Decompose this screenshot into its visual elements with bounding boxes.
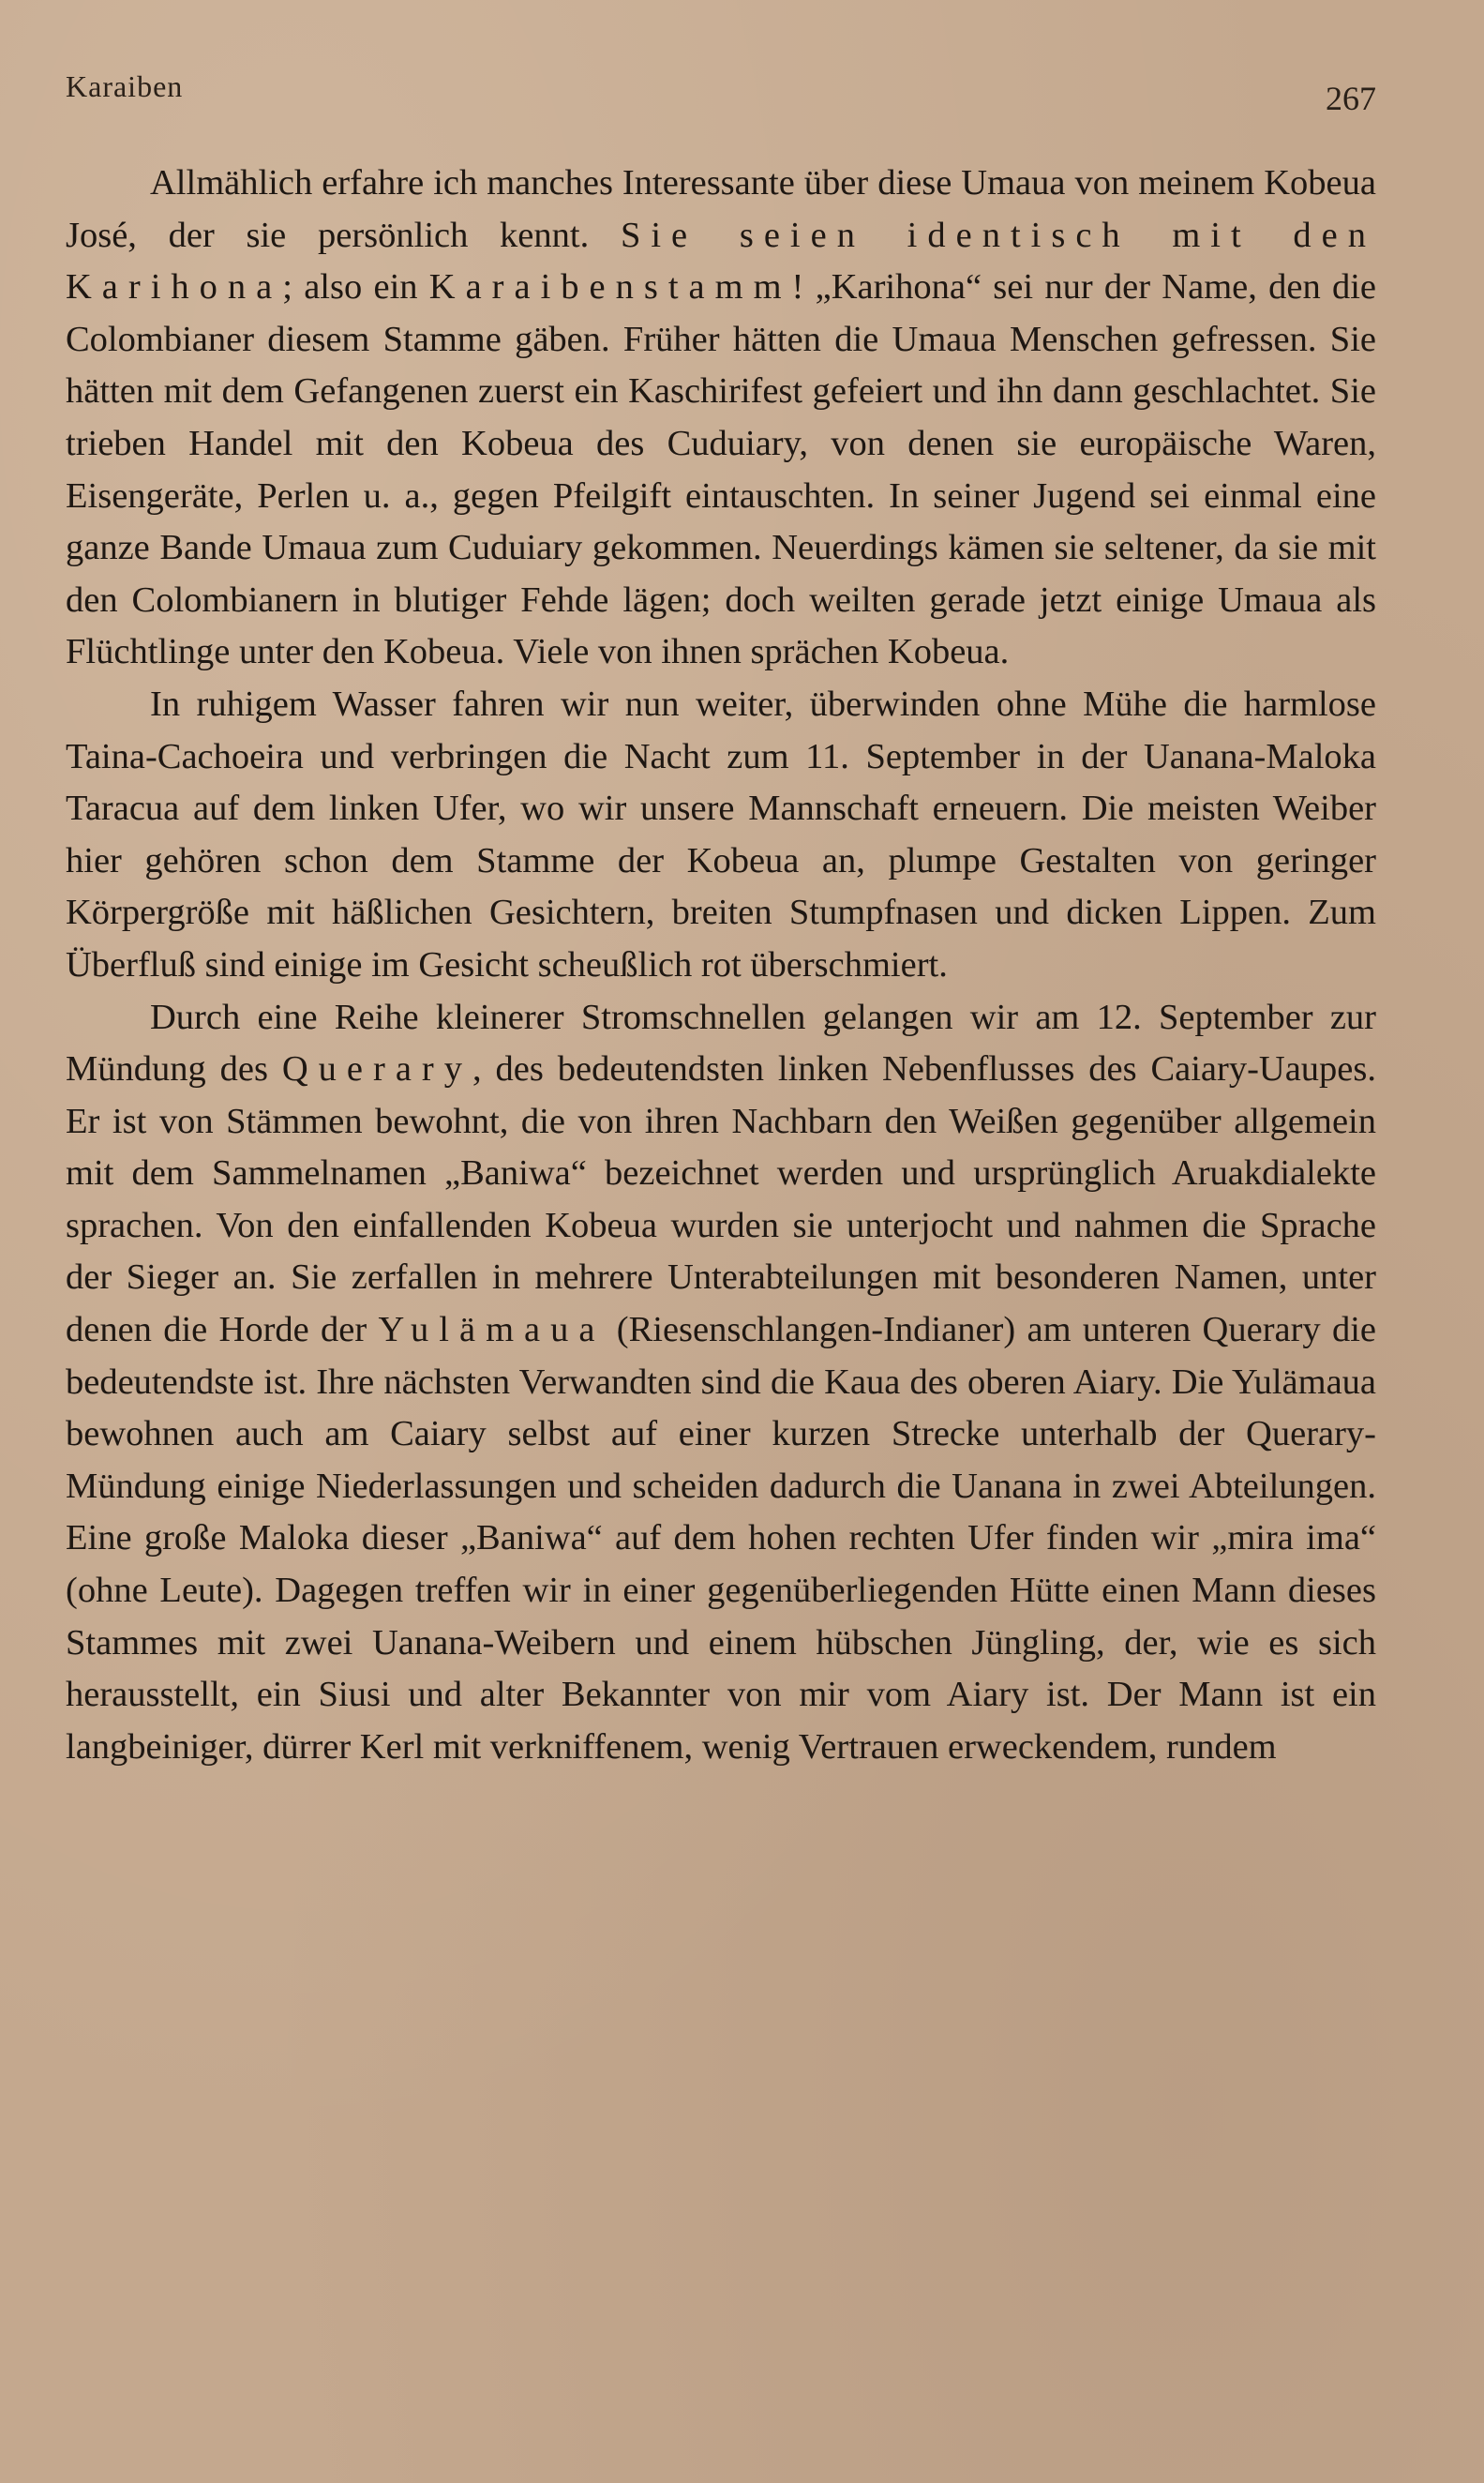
text-segment: , des bedeutendsten linken Nebenflusses des Caiary-Uaupes. Er ist von Stämmen bewohnt, die von ihren Nachbarn den Weißen gegenüber allgemein mit dem Sammelnamen „Baniwa“ bezeichnet werden und ursprünglich Aruakdialekte sprachen. Von den einfallenden Kobeua wurden sie unterjocht und nahmen die Sprache der Sieger an. Sie zerfallen in mehrere Unterabteilungen mit besonderen Namen, unter denen die Horde der [66,1049,1376,1350]
text-segment: ! „Karihona“ sei nur der Name, den die Colombianer diesem Stamme gäben. Früher hätten die Umaua Menschen gefressen. Sie hätten mit dem Gefangenen zuerst ein Kaschirifest gefeiert und ihn dann geschlachtet. Sie trieben Handel mit den Kobeua des Cuduiary, von denen sie europäische Waren, Eisengeräte, Perlen u. a., gegen Pfeilgift eintauschten. In seiner Jugend sei einmal eine ganze Bande Umaua zum Cuduiary gekommen. Neuerdings kämen sie seltener, da sie mit den Colombianern in blutiger Fehde lägen; doch weilten gerade jetzt einige Umaua als Flüchtlinge unter den Kobeua. Viele von ihnen sprächen Kobeua. [66,267,1377,672]
paragraph-3 [66,992,1376,1774]
paragraph-2 [66,679,1376,992]
spaced-emphasis: Sie seien identisch mit den Karihona [66,215,1376,308]
spaced-emphasis: Querary [281,1049,472,1090]
text-segment: Durch eine Reihe kleinerer Stromschnellen gelangen wir am 12. September zur Mündung des [66,997,1376,1090]
running-head [66,69,1376,116]
running-title: Karaiben [66,69,184,103]
spaced-emphasis: Yulämaua [378,1310,606,1350]
text-segment: ; also ein [282,267,429,308]
paragraph-1 [66,158,1376,679]
spaced-emphasis: Karaibenstamm [428,267,792,308]
text-segment: Allmählich erfahre ich manches Interessante über diese Umaua von meinem Kobeua José, der sie persönlich kennt. [66,163,1376,255]
body-text [66,158,1376,1773]
text-segment: In ruhigem Wasser fahren wir nun weiter, überwinden ohne Mühe die harmlose Taina-Cachoeira und verbringen die Nacht zum 11. September in der Uanana-Maloka Taracua auf dem linken Ufer, wo wir unsere Mannschaft erneuern. Die meisten Weiber hier gehören schon dem Stamme der Kobeua an, plumpe Gestalten von geringer Körpergröße mit häßlichen Gesichtern, breiten Stumpfnasen und dicken Lippen. Zum Überfluß sind einige im Gesicht scheußlich rot überschmiert. [66,684,1376,985]
page-number: 267 [1326,80,1376,117]
text-segment: (Riesenschlangen-Indianer) am unteren Querary die bedeutendste ist. Ihre nächsten Verwandten sind die Kaua des oberen Aiary. Die Yulämaua bewohnen auch am Caiary selbst auf einer kurzen Strecke unterhalb der Querary-Mündung einige Niederlassungen und scheiden dadurch die Uanana in zwei Abteilungen. Eine große Maloka dieser „Baniwa“ auf dem hohen rechten Ufer finden wir „mira ima“ (ohne Leute). Dagegen treffen wir in einer gegenüberliegenden Hütte einen Mann dieses Stammes mit zwei Uanana-Weibern und einem hübschen Jüngling, der, wie es sich herausstellt, ein Siusi und alter Bekannter von mir vom Aiary ist. Der Mann ist ein langbeiniger, dürrer Kerl mit verkniffenem, wenig Vertrauen erweckendem, rundem [66,1310,1376,1767]
